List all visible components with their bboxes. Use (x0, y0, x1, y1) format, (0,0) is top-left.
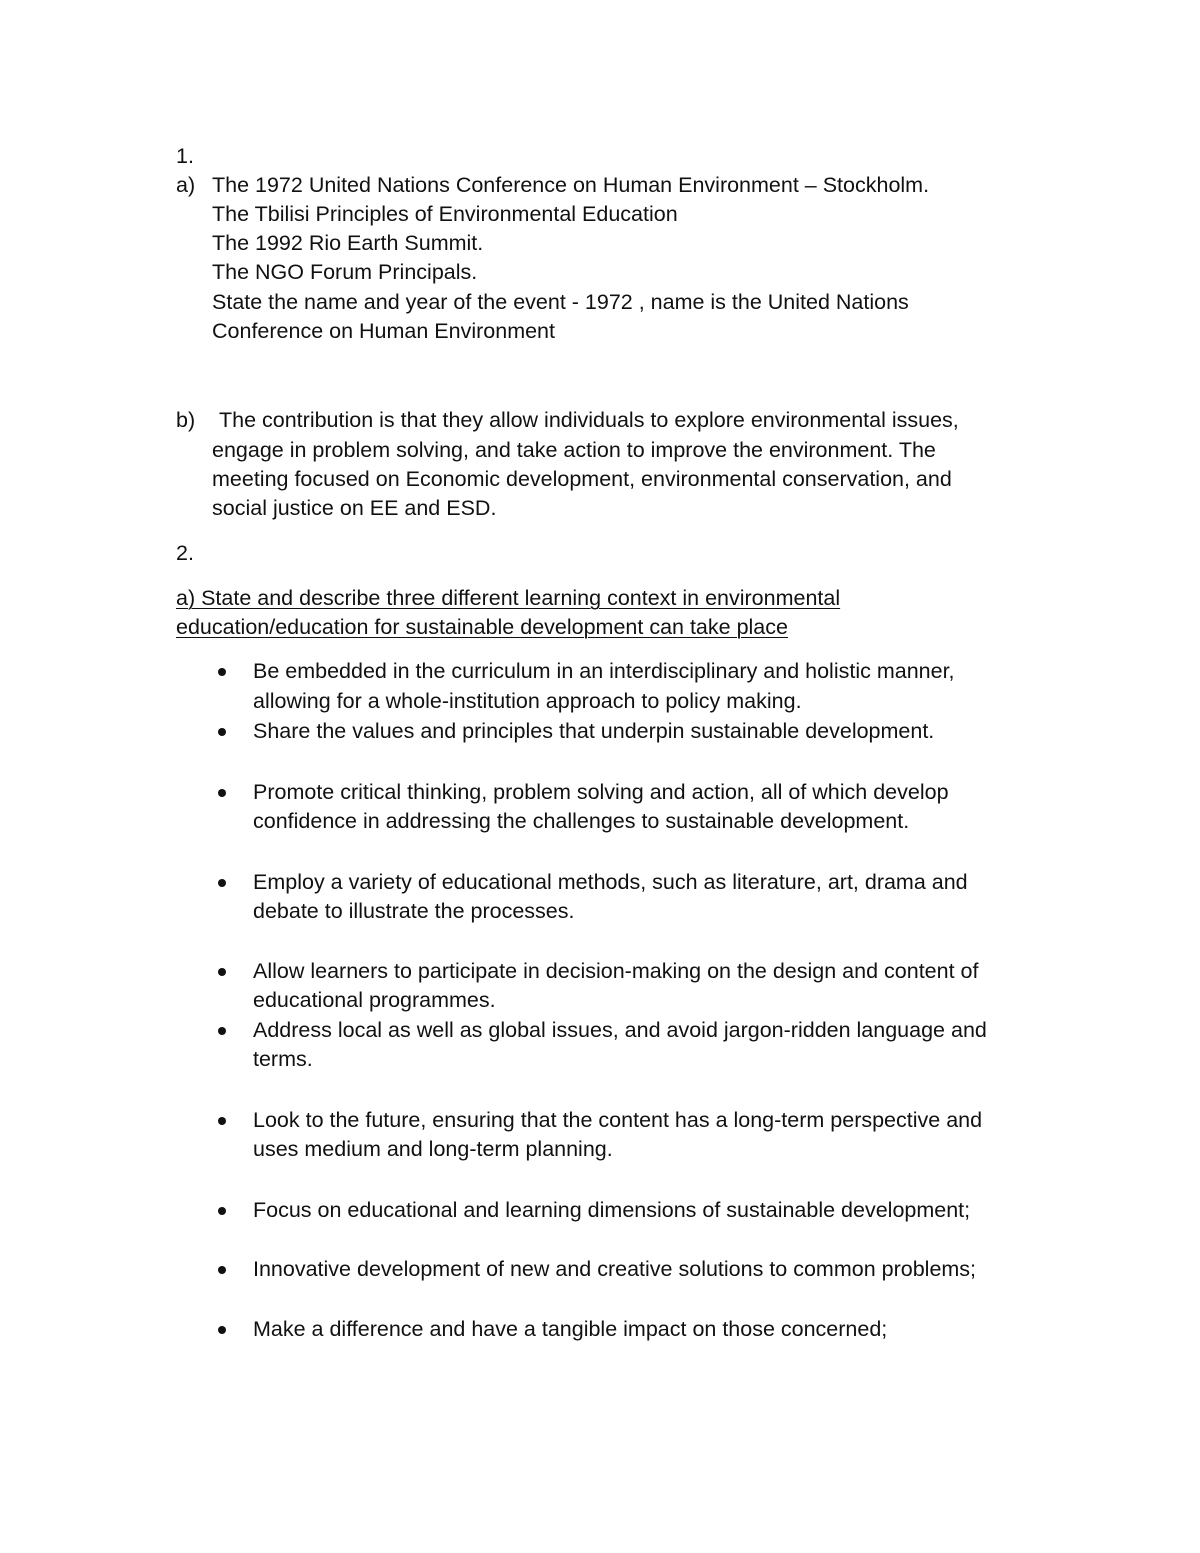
q2-heading-line-2: education/education for sustainable development can take place (176, 615, 788, 639)
bullet-icon (218, 1326, 226, 1334)
bullet-8-line-1: Focus on educational and learning dimensions of sustainable development; (253, 1198, 971, 1222)
q2-heading-line-1: a) State and describe three different learning context in environmental (176, 586, 841, 610)
bullet-icon (218, 1027, 226, 1035)
question-number-2: 2. (176, 541, 194, 565)
q1-b-line-2: engage in problem solving, and take action to improve the environment. The (212, 438, 936, 462)
bullet-icon (218, 668, 226, 676)
q1-b-line-4: social justice on EE and ESD. (212, 496, 497, 520)
q1-a-line-2: The Tbilisi Principles of Environmental Education (212, 202, 678, 226)
bullet-icon (218, 879, 226, 887)
bullet-7-line-2: uses medium and long-term planning. (253, 1137, 613, 1161)
bullet-icon (218, 1207, 226, 1215)
bullet-6-line-1: Address local as well as global issues, and avoid jargon-ridden language and (253, 1018, 987, 1042)
bullet-10-line-1: Make a difference and have a tangible impact on those concerned; (253, 1317, 888, 1341)
bullet-9-line-1: Innovative development of new and creative solutions to common problems; (253, 1257, 977, 1281)
q1-a-line-6: Conference on Human Environment (212, 319, 555, 343)
bullet-icon (218, 1117, 226, 1125)
bullet-3-line-1: Promote critical thinking, problem solving and action, all of which develop (253, 780, 949, 804)
bullet-5-line-2: educational programmes. (253, 988, 496, 1012)
bullet-icon (218, 789, 226, 797)
q1-a-line-1: The 1972 United Nations Conference on Human Environment – Stockholm. (212, 173, 930, 197)
bullet-4-line-1: Employ a variety of educational methods, such as literature, art, drama and (253, 870, 968, 894)
q1-a-line-5: State the name and year of the event - 1972 , name is the United Nations (212, 290, 909, 314)
bullet-icon (218, 968, 226, 976)
q1-part-b-marker: b) (176, 408, 196, 432)
bullet-icon (218, 1266, 226, 1274)
q1-b-line-1: The contribution is that they allow individuals to explore environmental issues, (219, 408, 959, 432)
q1-part-a-marker: a) (176, 173, 196, 197)
bullet-6-line-2: terms. (253, 1047, 313, 1071)
q1-b-line-3: meeting focused on Economic development, environmental conservation, and (212, 467, 952, 491)
bullet-4-line-2: debate to illustrate the processes. (253, 899, 575, 923)
bullet-5-line-1: Allow learners to participate in decision-making on the design and content of (253, 959, 979, 983)
q1-a-line-3: The 1992 Rio Earth Summit. (212, 231, 484, 255)
question-number-1: 1. (176, 144, 194, 168)
q1-a-line-4: The NGO Forum Principals. (212, 260, 478, 284)
bullet-7-line-1: Look to the future, ensuring that the content has a long-term perspective and (253, 1108, 983, 1132)
bullet-icon (218, 728, 226, 736)
bullet-1-line-1: Be embedded in the curriculum in an interdisciplinary and holistic manner, (253, 659, 955, 683)
bullet-3-line-2: confidence in addressing the challenges to sustainable development. (253, 809, 910, 833)
bullet-2-line-1: Share the values and principles that underpin sustainable development. (253, 719, 935, 743)
bullet-1-line-2: allowing for a whole-institution approach to policy making. (253, 689, 802, 713)
